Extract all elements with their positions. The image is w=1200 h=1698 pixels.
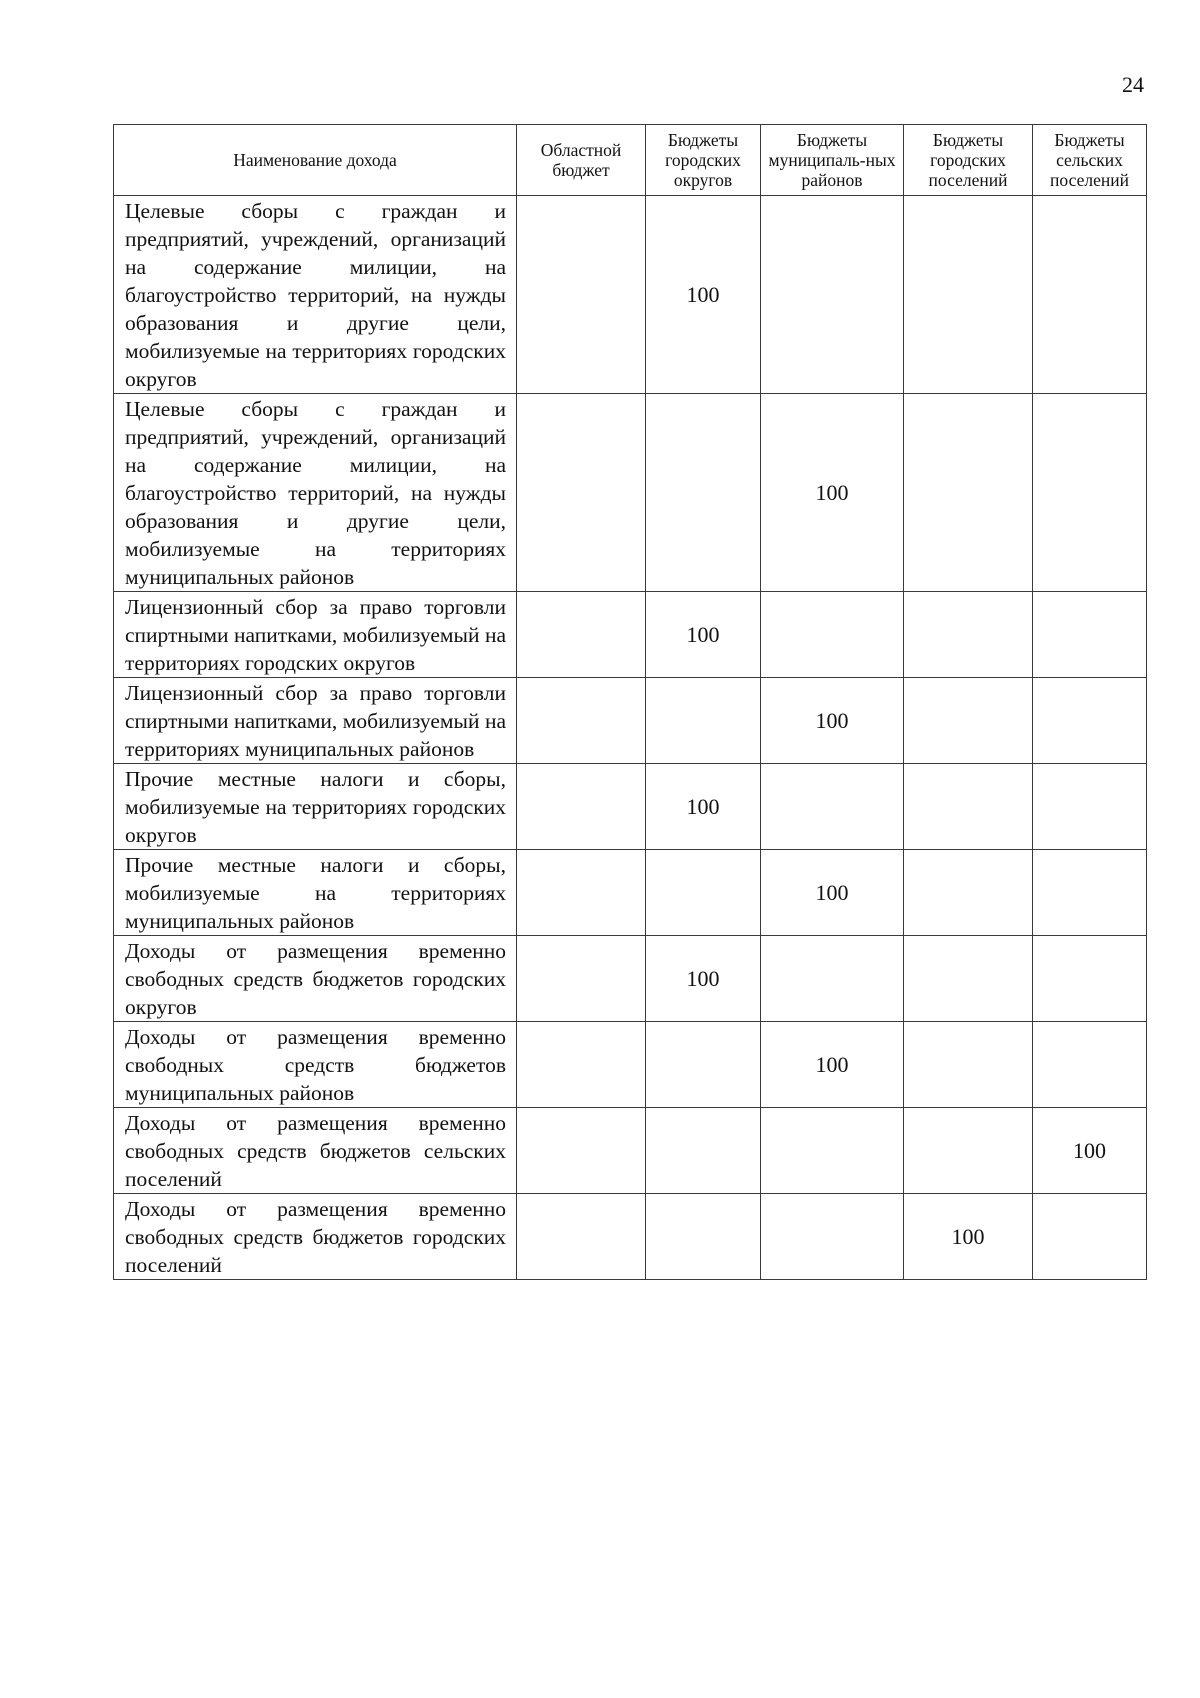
rural-settlement-budget-cell <box>1033 196 1147 394</box>
revenue-name-cell: Прочие местные налоги и сборы, мобилизуемые на территориях городских округов <box>114 764 517 850</box>
table-row <box>114 678 1147 764</box>
city-district-budget-cell <box>646 1194 761 1280</box>
table-header-row <box>114 125 1147 196</box>
revenue-name-cell: Прочие местные налоги и сборы, мобилизуемые на территориях муниципальных районов <box>114 850 517 936</box>
city-district-budget-cell <box>646 1022 761 1108</box>
city-district-budget-cell: 100 <box>646 592 761 678</box>
municipal-district-budget-cell <box>761 936 904 1022</box>
regional-budget-cell <box>517 592 646 678</box>
municipal-district-budget-cell <box>761 1108 904 1194</box>
revenue-name-cell: Доходы от размещения временно свободных средств бюджетов сельских поселений <box>114 1108 517 1194</box>
revenue-name-cell: Лицензионный сбор за право торговли спиртными напитками, мобилизуемый на территориях городских округов <box>114 592 517 678</box>
regional-budget-cell <box>517 196 646 394</box>
city-district-budget-cell: 100 <box>646 196 761 394</box>
city-district-budget-cell: 100 <box>646 764 761 850</box>
revenue-name-cell: Доходы от размещения временно свободных средств бюджетов муниципальных районов <box>114 1022 517 1108</box>
municipal-district-budget-cell: 100 <box>761 394 904 592</box>
header-rural-settlement-budgets: Бюджеты сельских поселений <box>1033 125 1147 196</box>
rural-settlement-budget-cell <box>1033 850 1147 936</box>
urban-settlement-budget-cell <box>904 592 1033 678</box>
revenue-name-cell: Доходы от размещения временно свободных средств бюджетов городских поселений <box>114 1194 517 1280</box>
urban-settlement-budget-cell <box>904 1108 1033 1194</box>
urban-settlement-budget-cell <box>904 850 1033 936</box>
revenue-name-cell: Доходы от размещения временно свободных средств бюджетов городских округов <box>114 936 517 1022</box>
regional-budget-cell <box>517 936 646 1022</box>
table-row <box>114 1108 1147 1194</box>
rural-settlement-budget-cell: 100 <box>1033 1108 1147 1194</box>
municipal-district-budget-cell: 100 <box>761 678 904 764</box>
city-district-budget-cell <box>646 1108 761 1194</box>
regional-budget-cell <box>517 764 646 850</box>
header-municipal-district-budgets: Бюджеты муниципаль-ных районов <box>761 125 904 196</box>
urban-settlement-budget-cell <box>904 1022 1033 1108</box>
regional-budget-cell <box>517 678 646 764</box>
rural-settlement-budget-cell <box>1033 678 1147 764</box>
revenue-name-cell: Лицензионный сбор за право торговли спиртными напитками, мобилизуемый на территориях муниципальных районов <box>114 678 517 764</box>
table-row <box>114 1022 1147 1108</box>
regional-budget-cell <box>517 394 646 592</box>
rural-settlement-budget-cell <box>1033 592 1147 678</box>
header-regional-budget: Областной бюджет <box>517 125 646 196</box>
rural-settlement-budget-cell <box>1033 936 1147 1022</box>
municipal-district-budget-cell <box>761 1194 904 1280</box>
regional-budget-cell <box>517 850 646 936</box>
regional-budget-cell <box>517 1194 646 1280</box>
revenue-distribution-table <box>113 124 1147 1280</box>
urban-settlement-budget-cell <box>904 394 1033 592</box>
municipal-district-budget-cell: 100 <box>761 850 904 936</box>
table-row <box>114 196 1147 394</box>
municipal-district-budget-cell <box>761 764 904 850</box>
municipal-district-budget-cell <box>761 196 904 394</box>
rural-settlement-budget-cell <box>1033 1194 1147 1280</box>
table-row <box>114 936 1147 1022</box>
page-number: 24 <box>1122 72 1144 97</box>
rural-settlement-budget-cell <box>1033 764 1147 850</box>
table-row <box>114 592 1147 678</box>
revenue-name-cell: Целевые сборы с граждан и предприятий, учреждений, организаций на содержание милиции, на благоустройство территорий, на нужды образования и другие цели, мобилизуемые на территориях муниципальных районов <box>114 394 517 592</box>
header-urban-settlement-budgets: Бюджеты городских поселений <box>904 125 1033 196</box>
city-district-budget-cell <box>646 678 761 764</box>
city-district-budget-cell <box>646 394 761 592</box>
table-row <box>114 1194 1147 1280</box>
city-district-budget-cell <box>646 850 761 936</box>
table-row <box>114 394 1147 592</box>
urban-settlement-budget-cell <box>904 678 1033 764</box>
header-revenue-name: Наименование дохода <box>114 125 517 196</box>
urban-settlement-budget-cell <box>904 936 1033 1022</box>
municipal-district-budget-cell: 100 <box>761 1022 904 1108</box>
table-row <box>114 850 1147 936</box>
rural-settlement-budget-cell <box>1033 1022 1147 1108</box>
header-city-district-budgets: Бюджеты городских округов <box>646 125 761 196</box>
urban-settlement-budget-cell <box>904 196 1033 394</box>
rural-settlement-budget-cell <box>1033 394 1147 592</box>
city-district-budget-cell: 100 <box>646 936 761 1022</box>
table-row <box>114 764 1147 850</box>
regional-budget-cell <box>517 1108 646 1194</box>
regional-budget-cell <box>517 1022 646 1108</box>
urban-settlement-budget-cell <box>904 764 1033 850</box>
municipal-district-budget-cell <box>761 592 904 678</box>
urban-settlement-budget-cell: 100 <box>904 1194 1033 1280</box>
revenue-name-cell: Целевые сборы с граждан и предприятий, учреждений, организаций на содержание милиции, на благоустройство территорий, на нужды образования и другие цели, мобилизуемые на территориях городских округов <box>114 196 517 394</box>
